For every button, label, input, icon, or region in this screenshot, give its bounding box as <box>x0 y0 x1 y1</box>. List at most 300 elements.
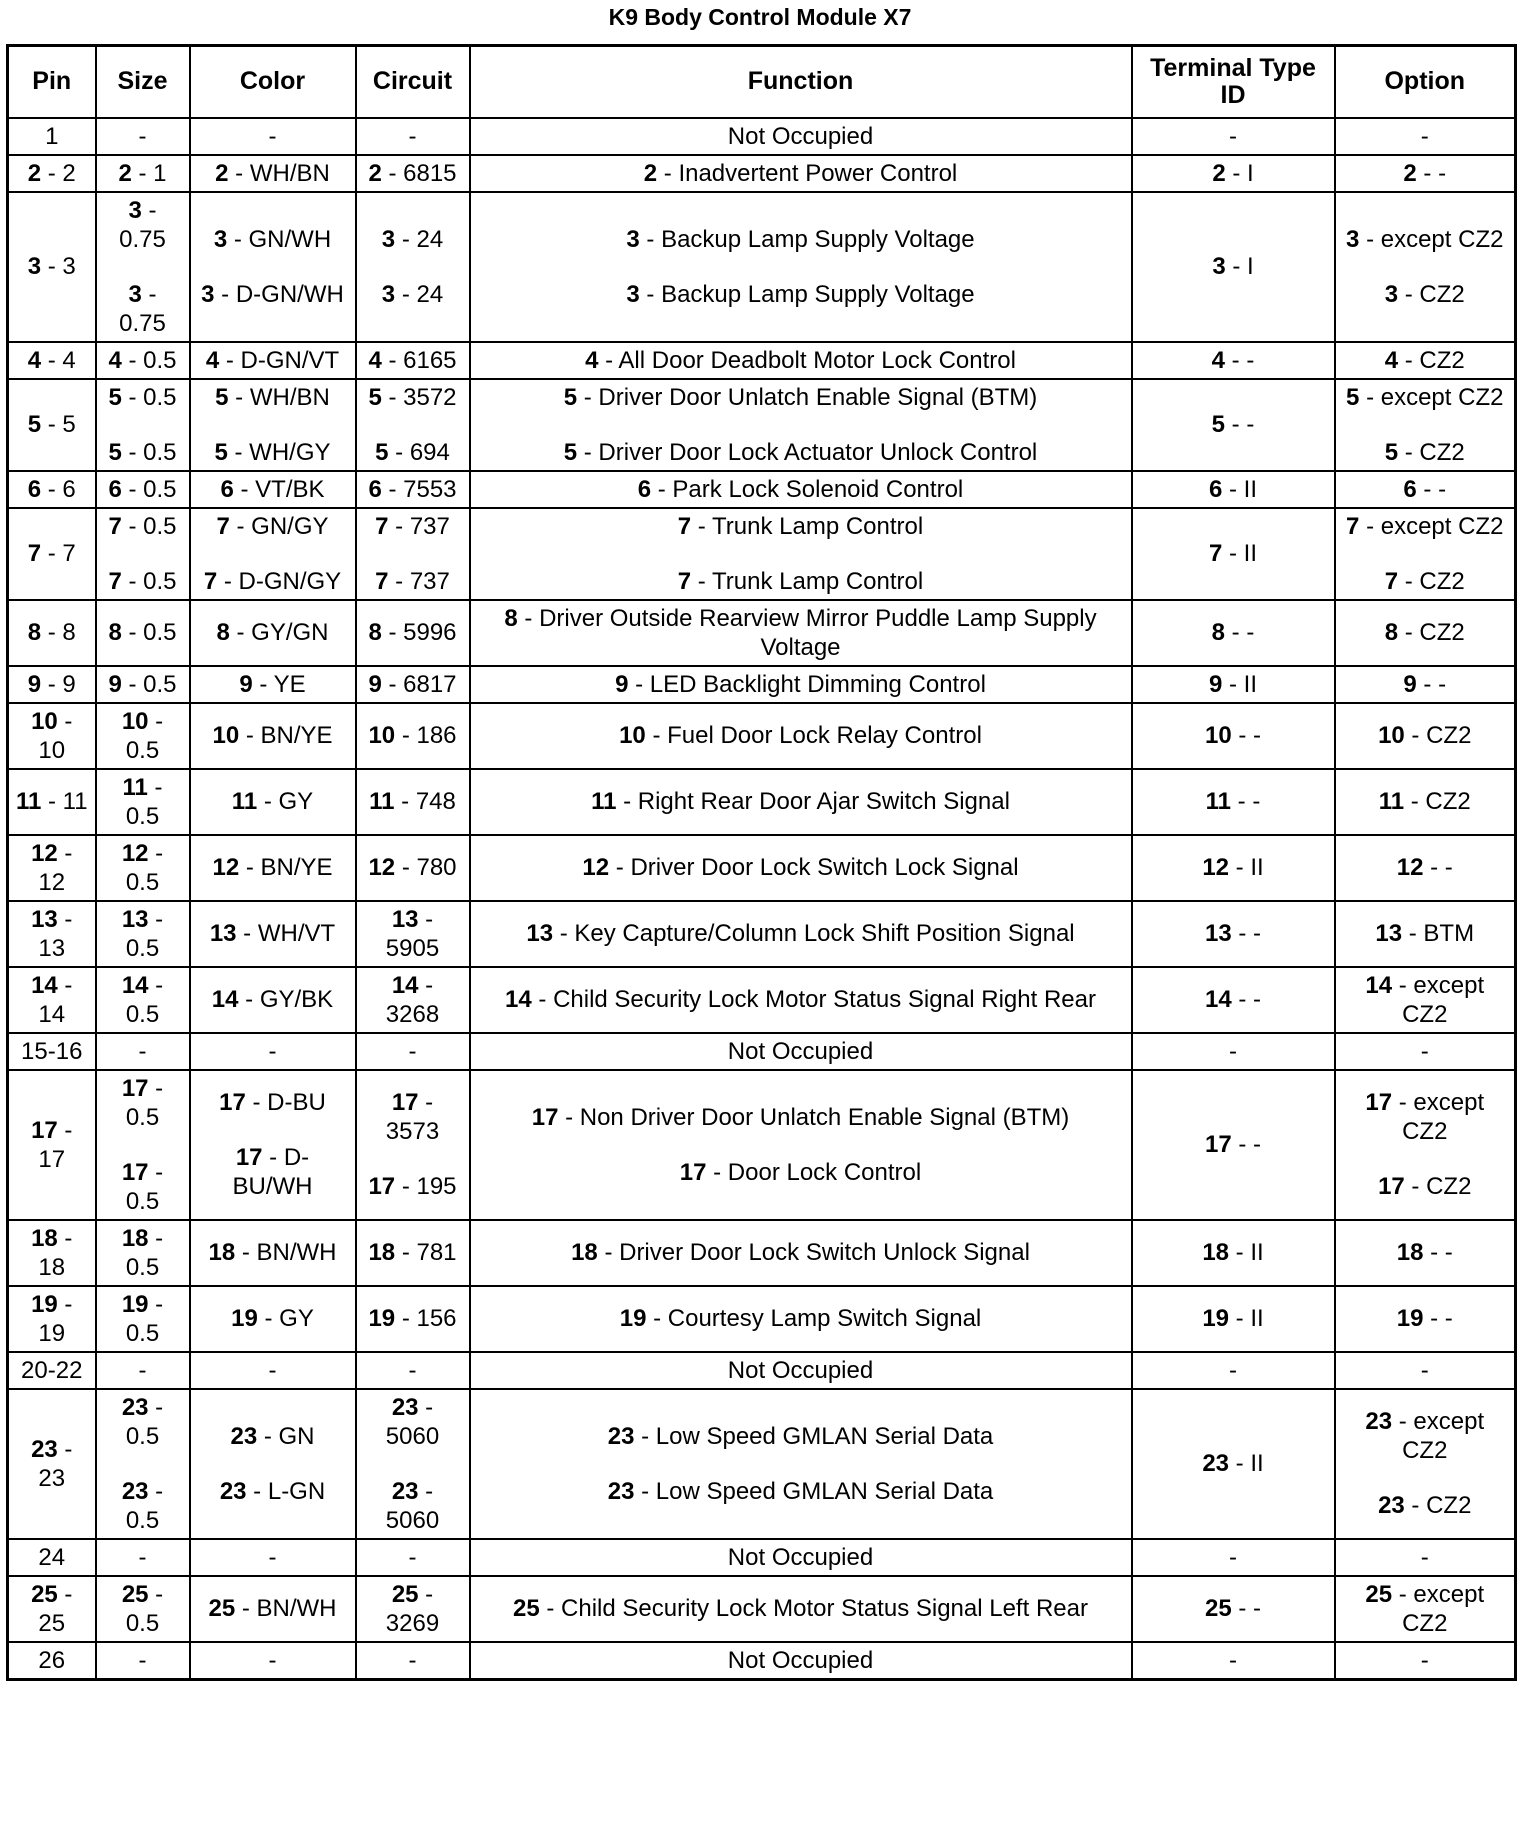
pin-number-ref: 19 <box>31 1290 58 1318</box>
cell-line <box>363 225 463 254</box>
terminal-type-cell <box>1132 967 1335 1033</box>
cell-text: - <box>1420 1037 1429 1065</box>
cell-line <box>477 985 1125 1014</box>
pin-cell <box>8 703 96 769</box>
function-cell <box>470 600 1132 666</box>
cell-text: - - <box>1416 670 1447 698</box>
circuit-cell <box>356 1286 470 1352</box>
cell-text: - <box>1229 1037 1237 1065</box>
cell-line <box>477 670 1125 699</box>
pin-number-ref: 5 <box>1211 411 1226 438</box>
pin-number-ref: 6 <box>220 475 234 503</box>
pin-number-ref: 3 <box>626 280 640 308</box>
pin-number-ref: 7 <box>375 567 389 595</box>
size-cell <box>96 1220 190 1286</box>
cell-text: - <box>138 1356 147 1384</box>
cell-text: - - <box>1231 920 1262 947</box>
cell-text: - 5905 <box>385 905 440 962</box>
cell-line <box>477 853 1125 882</box>
pin-number-ref: 4 <box>1384 346 1399 374</box>
color-cell <box>190 118 356 155</box>
terminal-type-cell <box>1132 508 1335 600</box>
cell-text: - BN/YE <box>239 722 333 749</box>
circuit-cell <box>356 1389 470 1539</box>
cell-line <box>15 1290 89 1348</box>
cell-line <box>477 1304 1125 1333</box>
pin-number-ref: 14 <box>505 986 532 1013</box>
cell-line <box>477 1646 1125 1675</box>
cell-text: - 24 <box>395 225 444 253</box>
cell-line <box>1342 1491 1509 1520</box>
color-cell <box>190 471 356 508</box>
cell-text: - GY/GN <box>229 619 329 646</box>
color-cell <box>190 901 356 967</box>
cell-line <box>1342 122 1509 151</box>
cell-text: - CZ2 <box>1404 722 1472 749</box>
function-cell <box>470 192 1132 342</box>
pin-number-ref: 17 <box>235 1144 263 1171</box>
pin-number-ref: 25 <box>31 1580 58 1608</box>
pin-number-ref: 18 <box>121 1224 149 1252</box>
cell-line <box>15 707 89 765</box>
cell-text: - II <box>1229 1239 1264 1266</box>
header-option: Option <box>1335 46 1516 118</box>
circuit-cell <box>356 1539 470 1576</box>
pin-number-ref: 11 <box>1205 788 1232 815</box>
circuit-cell <box>356 1642 470 1680</box>
cell-line <box>103 1543 183 1572</box>
cell-text: - 0.5 <box>125 839 164 896</box>
table-row <box>8 1220 1516 1286</box>
terminal-type-cell <box>1132 192 1335 342</box>
pin-number-ref: 14 <box>391 971 419 999</box>
pin-number-ref: 5 <box>108 383 122 411</box>
cell-text: - <box>268 1646 277 1674</box>
terminal-type-cell <box>1132 1070 1335 1220</box>
cell-text: - 1 <box>131 159 167 187</box>
cell-line <box>477 159 1125 188</box>
pin-number-ref: 4 <box>585 346 599 374</box>
cell-line <box>197 225 349 254</box>
cell-line <box>103 1580 183 1638</box>
cell-text: - CZ2 <box>1398 280 1465 308</box>
function-cell <box>470 1286 1132 1352</box>
table-row <box>8 967 1516 1033</box>
option-cell <box>1335 769 1516 835</box>
cell-line <box>477 604 1125 662</box>
cell-text: - CZ2 <box>1404 1173 1472 1200</box>
cell-line <box>15 475 89 504</box>
circuit-cell <box>356 835 470 901</box>
cell-line <box>103 512 183 541</box>
size-cell <box>96 769 190 835</box>
pin-cell <box>8 508 96 600</box>
color-cell <box>190 600 356 666</box>
function-cell <box>470 1070 1132 1220</box>
cell-text: - Low Speed GMLAN Serial Data <box>634 1422 994 1450</box>
pin-cell <box>8 1286 96 1352</box>
table-row <box>8 1033 1516 1070</box>
cell-line <box>477 1477 1125 1506</box>
cell-line <box>15 905 89 963</box>
table-row <box>8 342 1516 379</box>
pin-number-ref: 5 <box>214 438 228 466</box>
pin-number-ref: 25 <box>208 1595 236 1622</box>
cell-text: - except CZ2 <box>1392 1408 1485 1464</box>
table-row <box>8 1539 1516 1576</box>
cell-text: - LED Backlight Dimming Control <box>628 670 986 698</box>
cell-text: - WH/GY <box>227 438 331 466</box>
cell-line <box>1139 1646 1328 1675</box>
cell-line <box>197 721 349 750</box>
table-row <box>8 1286 1516 1352</box>
cell-line <box>363 721 463 750</box>
cell-text: - 195 <box>395 1173 457 1200</box>
cell-text: - Trunk Lamp Control <box>691 512 924 540</box>
cell-text: - 5060 <box>385 1477 440 1534</box>
pin-number-ref: 23 <box>121 1477 149 1505</box>
cell-text: - GY <box>257 788 314 815</box>
cell-line <box>363 438 463 467</box>
pin-number-ref: 7 <box>677 567 692 595</box>
cell-text: - Driver Door Lock Actuator Unlock Control <box>577 438 1038 466</box>
cell-text: - 6 <box>41 475 76 503</box>
color-cell <box>190 508 356 600</box>
pin-number-ref: 18 <box>1396 1239 1424 1266</box>
cell-line <box>197 438 349 467</box>
cell-line <box>197 1356 349 1385</box>
cell-line <box>197 853 349 882</box>
pin-cell <box>8 901 96 967</box>
cell-line <box>103 567 183 596</box>
cell-text: - Backup Lamp Supply Voltage <box>639 225 975 253</box>
terminal-type-cell <box>1132 1033 1335 1070</box>
pin-number-ref: 25 <box>391 1580 419 1608</box>
cell-text: - Key Capture/Column Lock Shift Position Signal <box>553 920 1075 947</box>
cell-line <box>1139 252 1328 281</box>
cell-line <box>197 1088 349 1117</box>
pin-number-ref: 14 <box>211 986 239 1013</box>
cell-line <box>103 905 183 963</box>
table-row <box>8 471 1516 508</box>
cell-line <box>363 787 463 816</box>
pin-number-ref: 3 <box>626 225 640 253</box>
table-row <box>8 600 1516 666</box>
function-cell <box>470 1033 1132 1070</box>
cell-text: - Non Driver Door Unlatch Enable Signal (BTM) <box>558 1103 1070 1131</box>
cell-line <box>103 1224 183 1282</box>
cell-line <box>197 122 349 151</box>
cell-text: - BN/YE <box>239 854 333 881</box>
header-color: Color <box>190 46 356 118</box>
pin-number-ref: 13 <box>391 905 419 933</box>
pin-cell <box>8 379 96 471</box>
color-cell <box>190 769 356 835</box>
table-row <box>8 666 1516 703</box>
terminal-type-cell <box>1132 155 1335 192</box>
cell-text: - <box>1229 1356 1237 1384</box>
cell-line <box>477 512 1125 541</box>
cell-text: - except CZ2 <box>1392 1089 1485 1145</box>
cell-text: Not Occupied <box>727 1356 874 1384</box>
cell-line <box>15 1543 89 1572</box>
cell-line <box>197 1543 349 1572</box>
option-cell <box>1335 1033 1516 1070</box>
cell-text: - 5060 <box>385 1393 440 1450</box>
pin-number-ref: 18 <box>208 1239 236 1266</box>
cell-text: - Backup Lamp Supply Voltage <box>639 280 975 308</box>
cell-line <box>103 707 183 765</box>
cell-text: - <box>1229 1543 1237 1571</box>
table-row <box>8 508 1516 600</box>
cell-text: - 6817 <box>381 670 457 698</box>
cell-line <box>197 670 349 699</box>
pin-number-ref: 11 <box>369 788 395 815</box>
pin-number-ref: 23 <box>391 1393 419 1421</box>
pin-number-ref: 9 <box>108 670 122 698</box>
pin-number-ref: 2 <box>215 159 229 187</box>
option-cell <box>1335 666 1516 703</box>
cell-line <box>197 280 349 309</box>
terminal-type-cell <box>1132 342 1335 379</box>
size-cell <box>96 901 190 967</box>
pin-number-ref: 13 <box>209 920 237 947</box>
cell-line <box>1342 1304 1509 1333</box>
pin-number-ref: 19 <box>231 1305 258 1332</box>
cell-text: - 0.5 <box>125 1158 164 1215</box>
size-cell <box>96 703 190 769</box>
function-cell <box>470 1352 1132 1389</box>
pin-number-ref: 7 <box>375 512 389 540</box>
pin-number-ref: 3 <box>1346 225 1360 253</box>
cell-line <box>477 438 1125 467</box>
cell-line <box>1139 1594 1328 1623</box>
pin-number-ref: 6 <box>368 475 382 503</box>
color-cell <box>190 155 356 192</box>
pin-number-ref: 5 <box>368 383 382 411</box>
pin-cell <box>8 155 96 192</box>
pin-number-ref: 5 <box>375 438 389 466</box>
cell-text: - I <box>1225 159 1254 187</box>
cell-line <box>1342 475 1509 504</box>
cell-line <box>477 919 1125 948</box>
cell-text: - <box>268 1543 277 1571</box>
cell-text: - <box>408 1356 417 1384</box>
cell-line <box>1139 1543 1328 1572</box>
function-cell <box>470 1220 1132 1286</box>
pin-number-ref: 9 <box>368 670 382 698</box>
pin-number-ref: 17 <box>31 1116 58 1144</box>
cell-line <box>103 159 183 188</box>
table-row <box>8 192 1516 342</box>
cell-text: - II <box>1229 1450 1264 1477</box>
terminal-type-cell <box>1132 600 1335 666</box>
pin-number-ref: 8 <box>368 619 382 646</box>
cell-text: - GN/GY <box>229 512 329 540</box>
function-cell <box>470 379 1132 471</box>
pin-number-ref: 8 <box>27 619 42 646</box>
cell-text: - WH/VT <box>236 920 336 947</box>
size-cell <box>96 666 190 703</box>
pin-number-ref: 2 <box>1212 159 1226 187</box>
size-cell <box>96 192 190 342</box>
pin-cell <box>8 342 96 379</box>
table-body <box>8 118 1516 1680</box>
cell-text: - 748 <box>394 788 456 815</box>
pin-number-ref: 12 <box>368 854 396 881</box>
pin-number-ref: 4 <box>368 346 382 374</box>
cell-line <box>477 721 1125 750</box>
cell-line <box>477 1594 1125 1623</box>
cell-line <box>15 1037 89 1066</box>
cell-text: - Child Security Lock Motor Status Signal Right Rear <box>531 986 1096 1013</box>
function-cell <box>470 118 1132 155</box>
table-row <box>8 1642 1516 1680</box>
cell-line <box>1342 225 1509 254</box>
table-row <box>8 769 1516 835</box>
cell-text: 15-16 <box>21 1037 83 1065</box>
cell-text: - <box>268 1037 277 1065</box>
pin-number-ref: 18 <box>1202 1239 1230 1266</box>
circuit-cell <box>356 600 470 666</box>
cell-text: - VT/BK <box>233 475 325 503</box>
pin-table <box>6 44 1517 1681</box>
pin-number-ref: 10 <box>212 722 240 749</box>
cell-line <box>197 1037 349 1066</box>
cell-text: - II <box>1229 1305 1264 1332</box>
cell-text: - BN/WH <box>235 1595 337 1622</box>
function-cell <box>470 666 1132 703</box>
circuit-cell <box>356 1033 470 1070</box>
cell-text: - 737 <box>388 567 450 595</box>
cell-text: 20-22 <box>21 1356 83 1384</box>
pin-number-ref: 6 <box>27 475 42 503</box>
pin-number-ref: 2 <box>643 159 658 187</box>
pin-number-ref: 23 <box>391 1477 419 1505</box>
terminal-type-cell <box>1132 1286 1335 1352</box>
pin-number-ref: 17 <box>1378 1173 1405 1200</box>
size-cell <box>96 1576 190 1642</box>
cell-line <box>15 1580 89 1638</box>
cell-line <box>477 1103 1125 1132</box>
option-cell <box>1335 600 1516 666</box>
cell-line <box>477 1238 1125 1267</box>
cell-text: - II <box>1222 670 1258 698</box>
pin-number-ref: 23 <box>1378 1492 1405 1519</box>
cell-text: 24 <box>38 1543 66 1571</box>
cell-text: - WH/BN <box>228 159 330 187</box>
pin-number-ref: 5 <box>215 383 229 411</box>
pin-number-ref: 14 <box>1204 986 1232 1013</box>
pin-number-ref: 5 <box>108 438 122 466</box>
cell-line <box>103 1477 183 1535</box>
cell-line <box>477 1422 1125 1451</box>
pin-number-ref: 2 <box>118 159 132 187</box>
terminal-type-cell <box>1132 769 1335 835</box>
color-cell <box>190 379 356 471</box>
size-cell <box>96 835 190 901</box>
pin-number-ref: 7 <box>203 567 218 595</box>
option-cell <box>1335 155 1516 192</box>
circuit-cell <box>356 192 470 342</box>
cell-line <box>363 1356 463 1385</box>
pin-number-ref: 14 <box>1365 971 1393 999</box>
cell-text: - <box>408 122 417 150</box>
cell-text: - CZ2 <box>1398 438 1465 466</box>
pin-cell <box>8 1539 96 1576</box>
header-size: Size <box>96 46 190 118</box>
cell-text: - BTM <box>1402 920 1475 947</box>
cell-text: - Driver Door Unlatch Enable Signal (BTM) <box>577 383 1038 411</box>
cell-line <box>1139 1304 1328 1333</box>
pin-number-ref: 23 <box>230 1422 258 1450</box>
cell-line <box>103 773 183 831</box>
pin-number-ref: 6 <box>108 475 122 503</box>
cell-line <box>103 839 183 897</box>
terminal-type-cell <box>1132 666 1335 703</box>
cell-text: - 18 <box>38 1224 73 1281</box>
cell-line <box>197 787 349 816</box>
pin-number-ref: 6 <box>1403 475 1417 503</box>
circuit-cell <box>356 703 470 769</box>
pin-cell <box>8 1576 96 1642</box>
color-cell <box>190 1576 356 1642</box>
cell-line <box>103 122 183 151</box>
color-cell <box>190 967 356 1033</box>
cell-line <box>1139 539 1328 568</box>
pin-cell <box>8 967 96 1033</box>
pin-number-ref: 17 <box>391 1089 419 1116</box>
cell-text: - <box>408 1037 417 1065</box>
cell-text: - 0.5 <box>121 512 177 540</box>
pin-number-ref: 11 <box>591 788 617 815</box>
pin-number-ref: 3 <box>381 225 396 253</box>
cell-line <box>15 787 89 816</box>
cell-text: - 5996 <box>381 619 457 646</box>
cell-text: - 0.5 <box>125 773 163 830</box>
cell-text: - Trunk Lamp Control <box>691 567 924 595</box>
pin-number-ref: 4 <box>205 346 220 374</box>
cell-line <box>1342 438 1509 467</box>
color-cell <box>190 1286 356 1352</box>
cell-line <box>15 1356 89 1385</box>
pin-number-ref: 17 <box>219 1089 246 1116</box>
pin-number-ref: 2 <box>368 159 382 187</box>
circuit-cell <box>356 155 470 192</box>
cell-text: - 0.5 <box>125 1477 164 1534</box>
cell-text: - Child Security Lock Motor Status Signal Left Rear <box>539 1595 1088 1622</box>
function-cell <box>470 342 1132 379</box>
cell-text: - 7553 <box>381 475 457 503</box>
circuit-cell <box>356 508 470 600</box>
cell-line <box>1342 787 1509 816</box>
cell-line <box>1342 346 1509 375</box>
cell-text: - GN/WH <box>227 225 332 253</box>
cell-text: - 3269 <box>385 1580 440 1637</box>
cell-text: Not Occupied <box>727 122 874 150</box>
cell-line <box>1139 919 1328 948</box>
cell-text: - Driver Door Lock Switch Unlock Signal <box>597 1239 1030 1266</box>
pin-number-ref: 23 <box>1202 1450 1230 1477</box>
terminal-type-cell <box>1132 1352 1335 1389</box>
cell-text: 26 <box>38 1646 66 1674</box>
cell-line <box>15 971 89 1029</box>
cell-line <box>1139 1130 1328 1159</box>
size-cell <box>96 967 190 1033</box>
terminal-type-cell <box>1132 471 1335 508</box>
size-cell <box>96 118 190 155</box>
cell-text: - 9 <box>41 670 76 698</box>
